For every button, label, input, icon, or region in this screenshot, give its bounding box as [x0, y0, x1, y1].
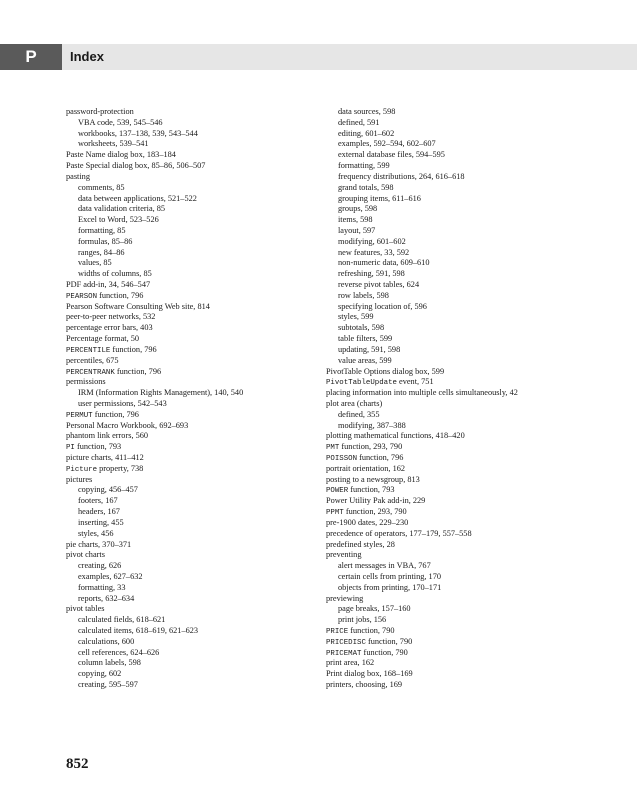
index-text: defined, 591 — [338, 117, 380, 127]
index-subentry — [66, 183, 328, 194]
index-text: calculated fields, 618–621 — [78, 615, 166, 625]
index-text: function, 790 — [365, 636, 413, 646]
index-subentry — [66, 529, 328, 540]
index-text: preventing — [326, 550, 362, 560]
index-entry — [326, 507, 626, 518]
index-term-code: POWER — [326, 487, 349, 496]
index-subentry — [66, 399, 328, 410]
index-text: function, 793 — [74, 442, 122, 452]
index-text: worksheets, 539–541 — [78, 139, 149, 149]
index-term-code: PRICE — [326, 628, 349, 636]
index-text: peer-to-peer networks, 532 — [66, 312, 156, 322]
section-letter-tab: P — [0, 44, 62, 70]
index-text: precedence of operators, 177–179, 557–558 — [326, 528, 472, 538]
index-text: calculations, 600 — [78, 636, 135, 646]
index-text: percentiles, 675 — [66, 355, 119, 365]
index-text: value areas, 599 — [338, 355, 392, 365]
index-term-code: PMT — [326, 444, 340, 453]
index-subentry — [66, 129, 328, 140]
index-text: function, 796 — [357, 453, 404, 462]
index-entry — [326, 529, 626, 540]
index-entry — [66, 410, 328, 421]
index-text: Power Utility Pak add-in, 229 — [326, 496, 426, 506]
index-text: copying, 456–457 — [78, 485, 138, 495]
index-subentry — [66, 269, 328, 280]
index-subentry — [66, 594, 328, 605]
index-text: phantom link errors, 560 — [66, 431, 149, 441]
index-subentry — [326, 172, 626, 183]
index-column-right — [326, 107, 626, 691]
index-text: picture charts, 411–412 — [66, 453, 144, 462]
index-subentry — [326, 615, 626, 626]
index-entry — [326, 399, 626, 410]
index-subentry — [66, 118, 328, 129]
index-text: PDF add-in, 34, 546–547 — [66, 280, 151, 289]
index-entry — [326, 594, 626, 605]
index-subentry — [66, 194, 328, 205]
index-text: copying, 602 — [78, 669, 122, 679]
index-text: modifying, 387–388 — [338, 420, 406, 430]
index-text: Pearson Software Consulting Web site, 814 — [66, 301, 210, 311]
index-text: frequency distributions, 264, 616–618 — [338, 171, 465, 181]
index-entry — [66, 475, 328, 486]
index-entry — [326, 518, 626, 529]
index-subentry — [326, 258, 626, 269]
index-text: formatting, 33 — [78, 582, 126, 592]
index-text: data between applications, 521–522 — [78, 193, 197, 203]
page-number: 852 — [66, 756, 89, 772]
index-text: formatting, 85 — [78, 225, 126, 235]
index-entry — [66, 421, 328, 432]
index-text: workbooks, 137–138, 539, 543–544 — [78, 128, 198, 138]
index-text: styles, 456 — [78, 528, 114, 538]
index-subentry — [66, 518, 328, 529]
index-subentry — [66, 204, 328, 215]
index-entry — [66, 172, 328, 183]
index-subentry — [326, 269, 626, 280]
index-text: modifying, 601–602 — [338, 236, 406, 246]
index-subentry — [66, 658, 328, 669]
index-entry — [66, 377, 328, 388]
index-entry — [66, 334, 328, 345]
index-text: creating, 626 — [78, 561, 122, 571]
index-entry — [326, 496, 626, 507]
index-entry — [66, 464, 328, 475]
index-text: formulas, 85–86 — [78, 236, 133, 246]
index-text: widths of columns, 85 — [78, 269, 152, 279]
index-subentry — [66, 583, 328, 594]
index-text: external database files, 594–595 — [338, 150, 445, 160]
index-subentry — [326, 345, 626, 356]
index-entry — [66, 323, 328, 334]
index-text: password-protection — [66, 107, 134, 116]
index-text: print area, 162 — [326, 658, 375, 668]
index-text: alert messages in VBA, 767 — [338, 561, 431, 571]
index-text: predefined styles, 28 — [326, 539, 395, 549]
index-subentry — [66, 626, 328, 637]
index-column-left — [66, 107, 328, 691]
index-text: PivotTable Options dialog box, 599 — [326, 366, 445, 376]
index-subentry — [66, 615, 328, 626]
index-text: grouping items, 611–616 — [338, 193, 421, 203]
index-entry — [326, 485, 626, 496]
index-text: examples, 592–594, 602–607 — [338, 139, 436, 149]
index-text: plotting mathematical functions, 418–420 — [326, 431, 465, 441]
index-subentry — [326, 194, 626, 205]
index-text: VBA code, 539, 545–546 — [78, 117, 163, 127]
index-text: objects from printing, 170–171 — [338, 582, 442, 592]
index-subentry — [326, 161, 626, 172]
index-text: Paste Special dialog box, 85–86, 506–507 — [66, 161, 206, 171]
index-subentry — [66, 669, 328, 680]
index-subentry — [326, 561, 626, 572]
index-text: pasting — [66, 171, 90, 181]
index-subentry — [326, 312, 626, 323]
index-entry — [66, 604, 328, 615]
index-text: reverse pivot tables, 624 — [338, 280, 420, 289]
index-entry — [326, 540, 626, 551]
index-entry — [326, 442, 626, 453]
index-term-code: PERCENTILE — [66, 346, 111, 355]
index-entry — [66, 431, 328, 442]
index-term-code: PERMUT — [66, 411, 93, 420]
index-text: non-numeric data, 609–610 — [338, 258, 430, 268]
index-term-code: PRICEDISC — [326, 638, 366, 647]
index-subentry — [326, 410, 626, 421]
index-term-code: POISSON — [326, 455, 358, 463]
index-text: pictures — [66, 474, 93, 484]
index-subentry — [326, 183, 626, 194]
index-entry — [66, 442, 328, 453]
index-text: specifying location of, 596 — [338, 301, 427, 311]
index-text: examples, 627–632 — [78, 571, 143, 581]
index-text: previewing — [326, 593, 364, 603]
index-subentry — [66, 248, 328, 259]
index-text: table filters, 599 — [338, 334, 393, 344]
index-subentry — [66, 258, 328, 269]
index-text: defined, 355 — [338, 409, 380, 419]
index-text: pie charts, 370–371 — [66, 539, 132, 549]
index-subentry — [66, 648, 328, 659]
index-subentry — [66, 485, 328, 496]
index-text: subtotals, 598 — [338, 323, 385, 333]
index-text: data sources, 598 — [338, 107, 396, 116]
index-subentry — [326, 248, 626, 259]
index-subentry — [66, 226, 328, 237]
index-entry — [326, 464, 626, 475]
index-entry — [66, 367, 328, 378]
index-entry — [66, 540, 328, 551]
index-text: Personal Macro Workbook, 692–693 — [66, 420, 189, 430]
index-text: column labels, 598 — [78, 658, 141, 668]
index-subentry — [326, 139, 626, 150]
index-entry — [66, 302, 328, 313]
index-entry — [66, 161, 328, 172]
index-entry — [326, 431, 626, 442]
index-text: new features, 33, 592 — [338, 247, 410, 257]
index-subentry — [326, 118, 626, 129]
index-text: styles, 599 — [338, 312, 374, 322]
index-subentry — [326, 215, 626, 226]
index-text: function, 796 — [114, 366, 162, 376]
index-subentry — [66, 680, 328, 691]
index-subentry — [66, 507, 328, 518]
index-text: print jobs, 156 — [338, 615, 387, 625]
index-subentry — [326, 583, 626, 594]
index-subentry — [326, 129, 626, 140]
index-text: reports, 632–634 — [78, 593, 135, 603]
index-text: printers, choosing, 169 — [326, 680, 403, 690]
index-text: updating, 591, 598 — [338, 344, 401, 354]
index-text: property, 738 — [97, 463, 144, 473]
index-text: items, 598 — [338, 215, 373, 225]
index-term-code: Picture — [66, 465, 98, 474]
index-text: pre-1900 dates, 229–230 — [326, 517, 409, 527]
index-subentry — [326, 604, 626, 615]
index-text: IRM (Information Rights Management), 140, 540 — [78, 388, 244, 398]
index-entry — [326, 637, 626, 648]
index-term-code: PEARSON — [66, 292, 98, 301]
index-text: page breaks, 157–160 — [338, 604, 411, 614]
index-text: function, 796 — [110, 344, 157, 354]
index-text: data validation criteria, 85 — [78, 204, 166, 214]
index-text: values, 85 — [78, 258, 112, 268]
index-text: editing, 601–602 — [338, 128, 395, 138]
index-subentry — [326, 226, 626, 237]
index-subentry — [326, 572, 626, 583]
index-text: percentage error bars, 403 — [66, 323, 153, 333]
index-subentry — [66, 561, 328, 572]
index-text: headers, 167 — [78, 507, 120, 517]
index-entry — [326, 550, 626, 561]
index-text: function, 796 — [92, 409, 139, 419]
index-text: permissions — [66, 377, 106, 387]
index-entry — [66, 356, 328, 367]
index-subentry — [66, 496, 328, 507]
index-entry — [326, 658, 626, 669]
index-text: ranges, 84–86 — [78, 247, 125, 257]
index-entry — [326, 377, 626, 388]
index-subentry — [326, 204, 626, 215]
index-subentry — [66, 139, 328, 150]
index-text: function, 790 — [348, 626, 395, 635]
index-subentry — [326, 150, 626, 161]
index-entry — [66, 345, 328, 356]
index-entry — [326, 388, 626, 399]
index-text: placing information into multiple cells simultaneously, 42 — [326, 388, 518, 398]
index-entry — [326, 475, 626, 486]
index-entry — [326, 453, 626, 464]
index-subentry — [66, 572, 328, 583]
index-text: creating, 595–597 — [78, 680, 138, 690]
index-text: formatting, 599 — [338, 161, 390, 171]
index-entry — [66, 107, 328, 118]
index-term-code: PRICEMAT — [326, 649, 362, 658]
index-subentry — [326, 323, 626, 334]
index-text: layout, 597 — [338, 225, 376, 235]
index-subentry — [326, 237, 626, 248]
index-subentry — [326, 356, 626, 367]
index-text: pivot charts — [66, 550, 105, 560]
page-title: Index — [70, 49, 104, 64]
index-entry — [326, 367, 626, 378]
index-entry — [326, 648, 626, 659]
index-text: cell references, 624–626 — [78, 647, 160, 657]
index-subentry — [66, 237, 328, 248]
index-entry — [326, 626, 626, 637]
index-text: user permissions, 542–543 — [78, 398, 167, 408]
index-text: groups, 598 — [338, 204, 378, 214]
index-term-code: PI — [66, 444, 75, 453]
index-text: function, 790 — [361, 647, 408, 657]
index-subentry — [326, 107, 626, 118]
index-subentry — [326, 291, 626, 302]
index-text: calculated items, 618–619, 621–623 — [78, 626, 199, 635]
index-text: plot area (charts) — [326, 398, 383, 408]
index-entry — [66, 550, 328, 561]
index-text: Excel to Word, 523–526 — [78, 215, 159, 225]
index-text: event, 751 — [396, 377, 434, 387]
index-text: portrait orientation, 162 — [326, 463, 406, 473]
index-text: posting to a newsgroup, 813 — [326, 474, 420, 484]
index-text: pivot tables — [66, 604, 105, 614]
index-text: function, 793 — [348, 485, 395, 495]
index-text: row labels, 598 — [338, 290, 389, 300]
index-term-code: PivotTableUpdate — [326, 379, 397, 388]
index-text: function, 293, 790 — [339, 442, 403, 452]
index-subentry — [326, 334, 626, 345]
index-subentry — [326, 280, 626, 291]
index-entry — [66, 453, 328, 464]
index-entry — [66, 150, 328, 161]
index-text: footers, 167 — [78, 496, 118, 506]
index-entry — [326, 680, 626, 691]
index-text: function, 796 — [97, 290, 144, 300]
index-text: Print dialog box, 168–169 — [326, 669, 413, 679]
index-entry — [66, 291, 328, 302]
index-subentry — [326, 302, 626, 313]
index-entry — [66, 280, 328, 291]
index-text: inserting, 455 — [78, 517, 124, 527]
index-term-code: PPMT — [326, 509, 344, 518]
index-subentry — [66, 637, 328, 648]
index-text: comments, 85 — [78, 182, 125, 192]
index-subentry — [66, 215, 328, 226]
index-text: refreshing, 591, 598 — [338, 269, 405, 279]
index-subentry — [66, 388, 328, 399]
index-subentry — [326, 421, 626, 432]
index-text: function, 293, 790 — [343, 507, 407, 517]
index-term-code: PERCENTRANK — [66, 368, 115, 377]
index-text: certain cells from printing, 170 — [338, 571, 441, 581]
index-entry — [326, 669, 626, 680]
index-text: Paste Name dialog box, 183–184 — [66, 150, 176, 160]
index-entry — [66, 312, 328, 323]
index-text: grand totals, 598 — [338, 182, 394, 192]
index-text: Percentage format, 50 — [66, 334, 140, 344]
